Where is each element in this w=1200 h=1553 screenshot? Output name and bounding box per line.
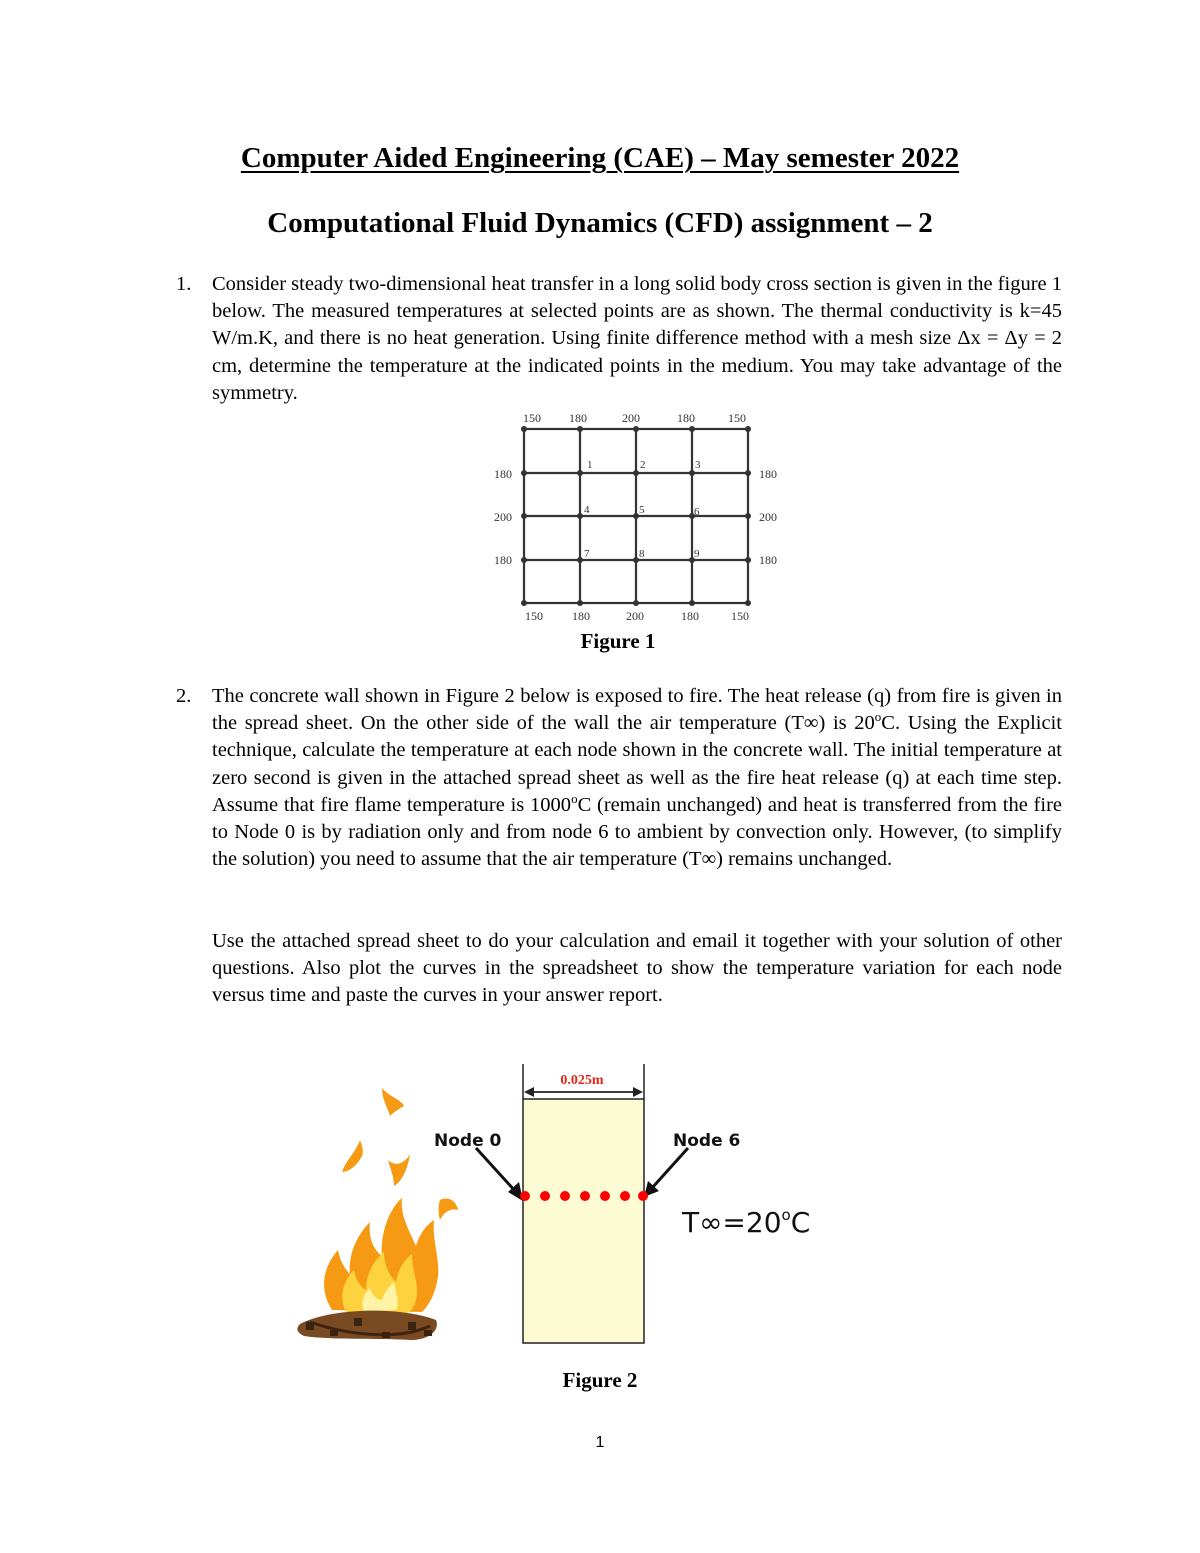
node-label: 3 [695, 459, 701, 471]
page-number: 1 [595, 1434, 605, 1451]
bottom-label: 200 [626, 609, 644, 623]
right-label: 180 [759, 553, 777, 567]
node-label: 7 [584, 548, 590, 560]
document-title: Computer Aided Engineering (CAE) – May semester 2022 [240, 142, 960, 174]
left-label: 200 [494, 510, 512, 524]
node-label: 1 [587, 459, 593, 471]
figure-2-caption: Figure 2 [562, 1368, 638, 1392]
assignment-title: Computational Fluid Dynamics (CFD) assignment – 2 [267, 207, 933, 239]
bottom-label: 150 [525, 609, 543, 623]
top-label: 150 [728, 411, 746, 425]
question-1-text: Consider steady two-dimensional heat transfer in a long solid body cross section is given in the figure 1 below. The measured temperatures at selected points are as shown. The thermal conductivity is k=45 W/m.K, and there is no heat generation. Using finite difference method with a mesh size Δx = Δy = 2 cm, determine the temperature at the indicated points in the medium. You may take advantage of the symmetry. [212, 273, 1063, 404]
bottom-label: 180 [681, 609, 699, 623]
question-2-text: The concrete wall shown in Figure 2 below is exposed to fire. The heat release (q) from fire is given in the spread sheet. On the other side of the wall the air temperature (T∞) is 20$^o$C. Using the Explicit technique, calculate the temperature at each node shown in the concrete wall. The initial temperature at zero second is given in the attached spread sheet as well as the fire heat release (q) at each time step. Assume that fire flame temperature is 1000$^o$C (remain unchanged) and heat is transferred from the fire to Node 0 is by radiation only and from node 6 to ambient by convection only. However, (to simplify the solution) you need to assume that the air temperature (T∞) remains unchanged. [212, 685, 1063, 871]
figure-2 [290, 1060, 850, 1360]
question-2-instructions: Use the attached spread sheet to do your calculation and email it together with your solution of other questions. Also plot the curves in the spreadsheet to show the temperature variation for each node versus time and paste the curves in your answer report. [212, 930, 1062, 1007]
top-label: 150 [523, 411, 541, 425]
figure-1-grid [480, 405, 800, 630]
node-label: 2 [640, 459, 646, 471]
top-label: 180 [569, 411, 587, 425]
wall-width-label: 0.025m [560, 1073, 604, 1088]
node-6-label: Node 6 [673, 1131, 741, 1151]
question-2-number: 2. [176, 685, 192, 707]
node-0-label: Node 0 [434, 1131, 502, 1151]
top-label: 180 [677, 411, 695, 425]
question-2 [176, 683, 1062, 873]
node-label: 5 [639, 504, 645, 516]
bottom-label: 180 [572, 609, 590, 623]
concrete-wall [523, 1099, 644, 1343]
left-label: 180 [494, 467, 512, 481]
top-label: 200 [622, 411, 640, 425]
fire-icon [297, 1088, 458, 1340]
node-label: 9 [694, 548, 700, 560]
node-label: 6 [694, 506, 700, 518]
question-1-number: 1. [176, 273, 192, 295]
question-1 [176, 271, 1062, 407]
node-label: 8 [639, 548, 645, 560]
node-label: 4 [584, 504, 590, 516]
left-label: 180 [494, 553, 512, 567]
bottom-label: 150 [731, 609, 749, 623]
figure-1-caption: Figure 1 [580, 629, 656, 653]
right-label: 200 [759, 510, 777, 524]
ambient-temperature-label: $T\infty=20^oC$ [682, 1206, 811, 1239]
right-label: 180 [759, 467, 777, 481]
